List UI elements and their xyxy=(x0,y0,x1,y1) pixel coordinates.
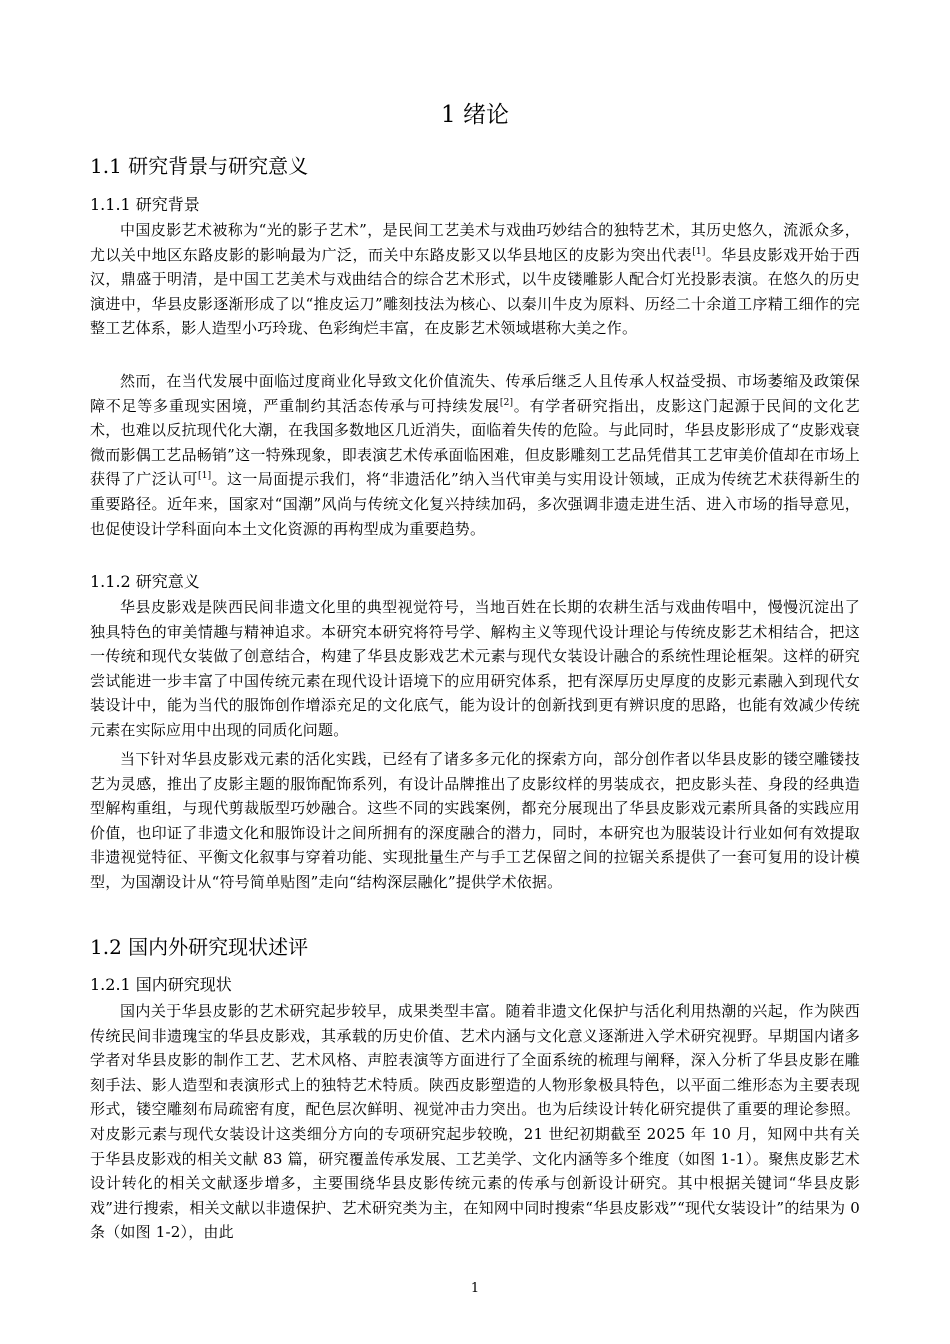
paragraph-domestic-research: 国内关于华县皮影的艺术研究起步较早，成果类型丰富。随着非遗文化保护与活化利用热潮的兴起，作为陕西传统民间非遗瑰宝的华县皮影戏，其承载的历史价值、艺术内涵与文化意义逐渐进入学术研究视野。早期国内诸多学者对华县皮影的制作工艺、艺术风格、声腔表演等方面进行了全面系统的梳理与阐释，深入分析了华县皮影在雕刻手法、影人造型和表演形式上的独特艺术特质。陕西皮影塑造的人物形象极具特色，以平面二维形态为主要表现形式，镂空雕刻布局疏密有度，配色层次鲜明、视觉冲击力突出。也为后续设计转化研究提供了重要的理论参照。对皮影元素与现代女装设计这类细分方向的专项研究起步较晚，21 世纪初期截至 2025 年 10 月，知网中共有关于华县皮影戏的相关文献 83 篇，研究覆盖传承发展、工艺美学、文化内涵等多个维度（如图 1-1）。聚焦皮影艺术设计转化的相关文献逐步增多，主要围绕华县皮影传统元素的传承与创新设计研究。其中根据关键词“华县皮影戏”进行搜索，相关文献以非遗保护、艺术研究类为主，在知网中同时搜索“华县皮影戏”“现代女装设计”的结果为 0 条（如图 1-2），由此 xyxy=(90,1002,860,1242)
subsection-heading-1-2-1: 1.2.1 国内研究现状 xyxy=(90,975,232,994)
paragraph-background-1: 中国皮影艺术被称为“光的影子艺术”，是民间工艺美术与戏曲巧妙结合的独特艺术，其历史悠久，流派众多，尤以关中地区东路皮影的影响最为广泛，而关中东路皮影又以华县地区的皮影为突出代表[1]。华县皮影戏开始于西汉，鼎盛于明清，是中国工艺美术与戏曲结合的综合艺术形式，以牛皮镂雕影人配合灯光投影表演。在悠久的历史演进中，华县皮影逐渐形成了以“推皮运刀”雕刻技法为核心、以秦川牛皮为原料、历经二十余道工序精工细作的完整工艺体系，影人造型小巧玲珑、色彩绚烂丰富，在皮影艺术领域堪称大美之作。 xyxy=(90,221,860,338)
paragraph-significance-1: 华县皮影戏是陕西民间非遗文化里的典型视觉符号，当地百姓在长期的农耕生活与戏曲传唱中，慢慢沉淀出了独具特色的审美情趣与精神追求。本研究本研究将符号学、解构主义等现代设计理论与传统皮影艺术相结合，把这一传统和现代女装做了创意结合，构建了华县皮影戏艺术元素与现代女装设计融合的系统性理论框架。这样的研究尝试能进一步丰富了中国传统元素在现代设计语境下的应用研究体系，把有深厚历史厚度的皮影元素融入到现代女装设计中，能为当代的服饰创作增添充足的文化底气，能为设计的创新找到更有辨识度的思路，也能有效减少传统元素在实际应用中出现的同质化问题。 xyxy=(90,598,860,739)
subsection-heading-1-1-1: 1.1.1 研究背景 xyxy=(90,195,200,214)
paragraph-background-2: 然而，在当代发展中面临过度商业化导致文化价值流失、传承后继乏人且传承人权益受损、市场萎缩及政策保障不足等多重现实困境，严重制约其活态传承与可持续发展[2]。有学者研究指出，皮影这门起源于民间的文化艺术，也难以反抗现代化大潮，在我国多数地区几近消失，面临着失传的危险。与此同时，华县皮影形成了“皮影戏衰微而影偶工艺品畅销”这一特殊现象，即表演艺术传承面临困难，但皮影雕刻工艺品凭借其工艺审美价值却在市场上获得了广泛认可[1]。这一局面提示我们，将“非遗活化”纳入当代审美与实用设计领域，正成为传统艺术获得新生的重要路径。近年来，国家对“国潮”风尚与传统文化复兴持续加码，多次强调非遗走进生活、进入市场的指导意见，也促使设计学科面向本土文化资源的再构型成为重要趋势。 xyxy=(90,372,861,538)
subsection-heading-1-1-2: 1.1.2 研究意义 xyxy=(90,572,200,591)
section-heading-1-2: 1.2 国内外研究现状述评 xyxy=(90,935,309,959)
section-heading-1-1: 1.1 研究背景与研究意义 xyxy=(90,154,309,178)
paragraph-significance-2: 当下针对华县皮影戏元素的活化实践，已经有了诸多多元化的探索方向，部分创作者以华县皮影的镂空雕镂技艺为灵感，推出了皮影主题的服饰配饰系列，有设计品牌推出了皮影纹样的男装成衣，把皮影头茬、身段的经典造型解构重组，与现代剪裁版型巧妙融合。这些不同的实践案例，都充分展现出了华县皮影戏元素所具备的实践应用价值，也印证了非遗文化和服饰设计之间所拥有的深度融合的潜力，同时，本研究也为服装设计行业如何有效提取非遗视觉特征、平衡文化叙事与穿着功能、实现批量生产与手工艺保留之间的拉锯关系提供了一套可复用的设计模型，为国潮设计从“符号简单贴图”走向“结构深层融化”提供学术依据。 xyxy=(90,750,860,891)
page-number: 1 xyxy=(470,1281,480,1296)
chapter-title: 1 绪论 xyxy=(441,102,509,128)
